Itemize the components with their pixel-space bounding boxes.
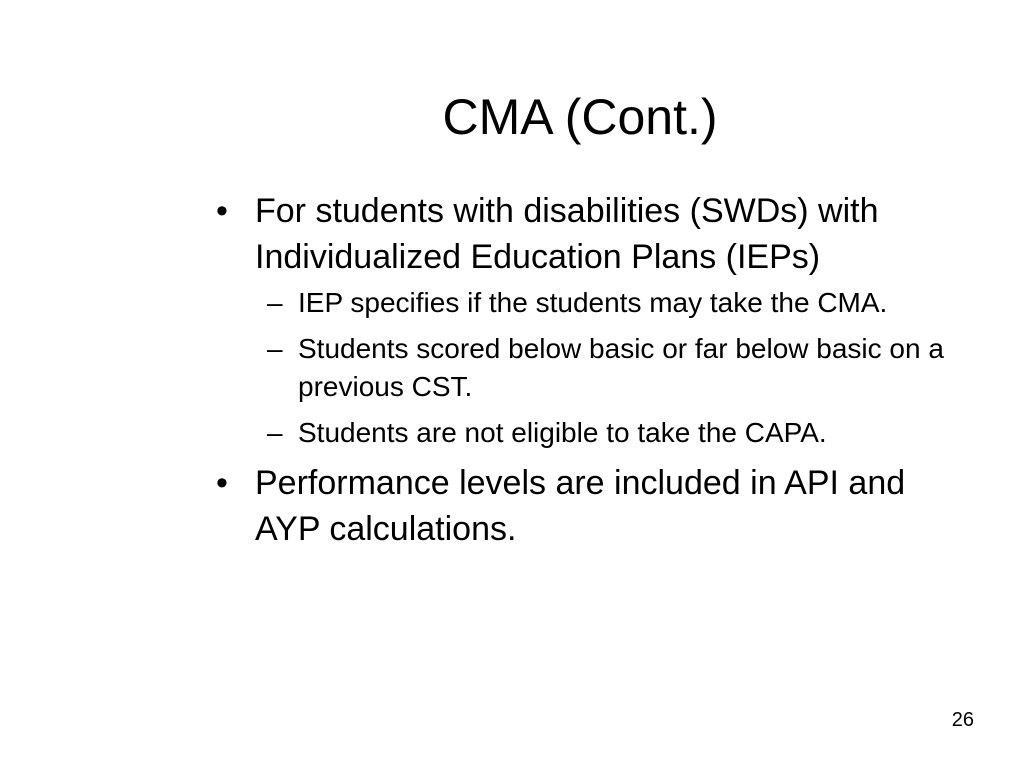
slide-title: CMA (Cont.) [442, 89, 718, 145]
dash-marker: – [267, 333, 283, 364]
sub-bullet-text: Students scored below basic or far below basic on a previous CST. [298, 333, 944, 402]
page-number: 26 [951, 709, 974, 731]
bullet-text: Performance levels are included in API and AYP calculations. [255, 464, 906, 548]
bullet-list [212, 188, 972, 552]
sub-bullet-list [255, 284, 972, 452]
bullet-item [212, 460, 972, 552]
sub-bullet-text: Students are not eligible to take the CAPA. [298, 417, 827, 448]
bullet-marker: • [216, 192, 228, 230]
sub-bullet-item [255, 284, 972, 322]
sub-bullet-item [255, 330, 972, 406]
bullet-text: For students with disabilities (SWDs) with Individualized Education Plans (IEPs) [255, 192, 879, 276]
bullet-marker: • [216, 464, 228, 502]
bullet-item [212, 188, 972, 452]
sub-bullet-text: IEP specifies if the students may take the CMA. [298, 287, 888, 318]
dash-marker: – [267, 287, 283, 318]
dash-marker: – [267, 417, 283, 448]
sub-bullet-item [255, 414, 972, 452]
